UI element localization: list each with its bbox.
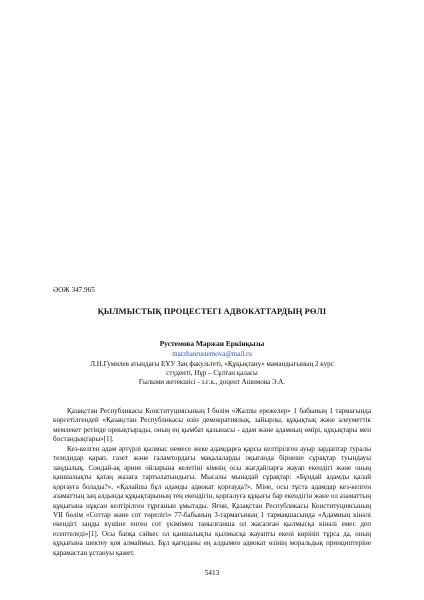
paper-title: ҚЫЛМЫСТЫҚ ПРОЦЕСТЕГІ АДВОКАТТАРДЫҢ РӨЛІ: [97, 307, 327, 316]
author-email-link[interactable]: marzhanrustemova@mail.ru: [172, 350, 252, 358]
page-number: 5413: [204, 569, 220, 577]
affiliation-line: студенті, Нұр – Сұлтан қаласы: [166, 369, 258, 378]
author-name: Рустемова Маржан Еркінқызы: [159, 339, 265, 348]
article-body: [53, 407, 371, 558]
affiliation-line: Л.Н.Гумилев атындағы ЕҰУ Заң факультеті, «Құқықтану» мамандығының 2 курс: [90, 360, 334, 368]
supervisor-line: Ғылыми жетекшісі - з.ғ.к., доцент Ашимова Э.А.: [138, 378, 286, 387]
udc-code: ӘОЖ 347.965: [53, 286, 95, 294]
body-paragraph: Кез-келген адам әртүрлі қылмыс немесе жеке адамдарға қарсы келтірілген ауыр зардаптар туралы теледидар қарап, газет және ғаламтордағы мақалаларды оқығанда бірнеше сұрақтар туындауы заңдылық. Сондай-ақ әрине ойларына келетіні кімнің осы жағдайларға жауап екендігі және оның қаншалықты қатаң жазаға тартылатындығы. Мысалы мынадай сұрақтар: «Бұндай адамды қалай қорғауға болады?», «Қалайша бұл адамды адвокат қорғауда?». Міне, осы тұста адамдар кез-келген азаматтың заң алдында құқықтарының тең екендігін, қорғалуға құқығы бар екендігін және ол азаматтың құқығына нұқсан келтірілген тұрғанын ұмытады. Яғни, Қазақстан Республикасы Конституциясының VII бөлім «Соттар және сот төрелігі» 77-бабының 3-тармағының 1 тармақшасында «Адамның кінәлі екендігі заңды күшіне енген сот үкімімен танылғанша ол жасалған қылмысқа кінәлі емес деп есептеледі»[1]. Осы бапқа сәйкес ол қаншалықты қылмысқа жауапты екені көрініп тұрса да, оның құқығына шектеу қоя алмаймыз. Бұл қағиданы ең алдымен адвокат өзінің моральдық принциптеріне қарамастан ұстануы қажет.: [53, 444, 371, 557]
affiliation-block: [53, 360, 371, 388]
body-paragraph: Қазақстан Республикасы Конституциясының I бөлім «Жалпы ережелер» 1 бабының 1 тармағында көрсетілгендей «Қазақстан Республикасы өзін демократиялық, зайырлы, құқықтық және әлеуметтік мемлекет ретінде орнықтырады, оның ең қымбат қазынасы - адам және адамның өмірі, құқықтары мен бостандықтары»[1].: [53, 407, 371, 444]
